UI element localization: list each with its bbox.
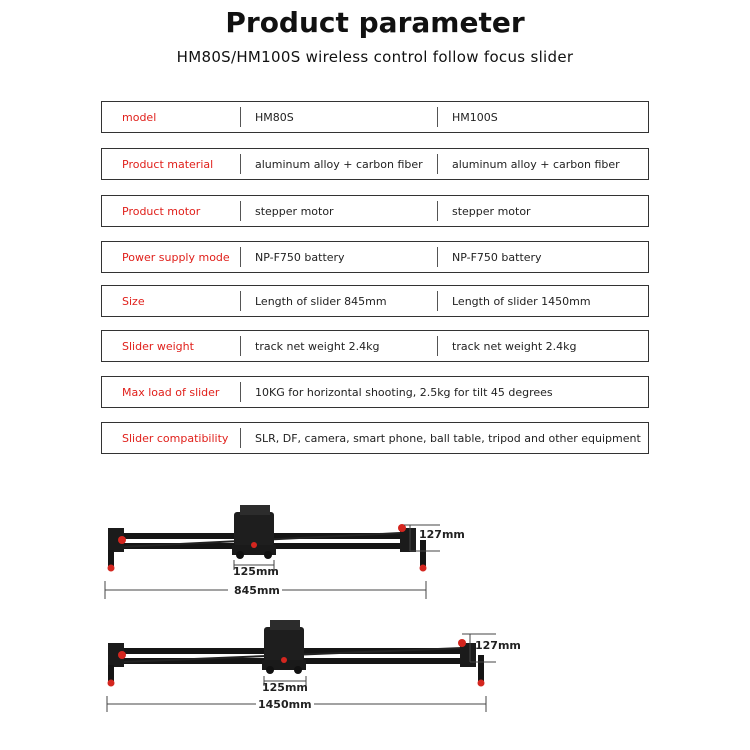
row-weight	[101, 330, 649, 362]
row-value-hm100s: HM100S	[452, 110, 498, 124]
row-power	[101, 241, 649, 273]
row-model	[101, 101, 649, 133]
row-value-hm100s: track net weight 2.4kg	[452, 339, 577, 353]
slider-figure-1450	[0, 612, 750, 717]
length-dimension-label: 1450mm	[258, 698, 312, 711]
row-label: Slider compatibility	[122, 431, 229, 445]
carriage-dimension-label: 125mm	[262, 681, 308, 694]
height-dimension-label: 127mm	[419, 528, 465, 541]
row-value: SLR, DF, camera, smart phone, ball table, tripod and other equipment	[255, 431, 641, 445]
row-label: Max load of slider	[122, 385, 220, 399]
row-material	[101, 148, 649, 180]
slider-illustration	[0, 612, 750, 717]
row-value-hm100s: NP-F750 battery	[452, 250, 542, 264]
row-value-hm100s: aluminum alloy + carbon fiber	[452, 157, 620, 171]
row-label: Slider weight	[122, 339, 194, 353]
row-label: Product material	[122, 157, 214, 171]
row-size	[101, 285, 649, 317]
slider-figure-845	[0, 495, 750, 605]
page-title: Product parameter	[225, 6, 525, 39]
row-label: model	[122, 110, 157, 124]
row-label: Size	[122, 294, 145, 308]
row-value-hm80s: track net weight 2.4kg	[255, 339, 380, 353]
slider-illustration	[0, 495, 750, 605]
height-dimension-label: 127mm	[475, 639, 521, 652]
row-value-hm80s: aluminum alloy + carbon fiber	[255, 157, 423, 171]
row-value: 10KG for horizontal shooting, 2.5kg for tilt 45 degrees	[255, 385, 553, 399]
row-value-hm100s: Length of slider 1450mm	[452, 294, 591, 308]
row-value-hm80s: NP-F750 battery	[255, 250, 345, 264]
row-value-hm100s: stepper motor	[452, 204, 531, 218]
row-label: Product motor	[122, 204, 201, 218]
row-motor	[101, 195, 649, 227]
row-label: Power supply mode	[122, 250, 230, 264]
length-dimension-label: 845mm	[234, 584, 280, 597]
row-max-load	[101, 376, 649, 408]
row-value-hm80s: stepper motor	[255, 204, 334, 218]
row-compatibility	[101, 422, 649, 454]
row-value-hm80s: Length of slider 845mm	[255, 294, 387, 308]
carriage-dimension-label: 125mm	[233, 565, 279, 578]
page-subtitle: HM80S/HM100S wireless control follow focus slider	[176, 48, 574, 66]
row-value-hm80s: HM80S	[255, 110, 294, 124]
